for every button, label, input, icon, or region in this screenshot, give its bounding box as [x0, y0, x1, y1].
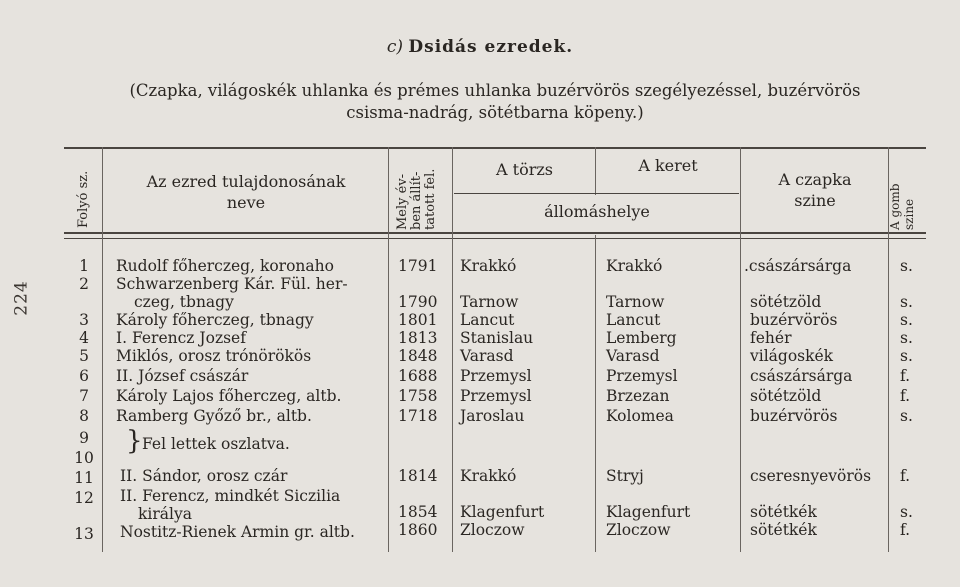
row-torzs: Przemysl [460, 367, 532, 385]
row-gomb: s. [900, 407, 913, 425]
header-czapka [742, 169, 888, 211]
row-torzs: Tarnow [460, 293, 519, 311]
header-gomb-line: A gomb [888, 183, 902, 230]
merged-brace: } [126, 426, 143, 456]
table-top-rule [64, 147, 926, 149]
row-keret: Klagenfurt [606, 503, 691, 521]
header-gomb-line: szine [902, 198, 916, 230]
header-bottom-rule-thin [64, 238, 926, 239]
row-name: II. Ferencz, mindkét Siczilia [120, 487, 341, 505]
column-divider [595, 235, 596, 552]
header-bottom-rule [64, 232, 926, 234]
column-divider [740, 147, 741, 552]
row-czapka: cseresnyevörös [750, 467, 872, 485]
row-year: 1813 [398, 329, 438, 347]
row-no: 1 [79, 257, 89, 275]
merged-note: Fel lettek oszlatva. [142, 435, 290, 453]
row-czapka: sötétkék [750, 503, 817, 521]
header-owner [104, 171, 388, 213]
row-torzs: Przemysl [460, 387, 532, 405]
row-name: Miklós, orosz trónörökös [116, 347, 312, 365]
row-torzs: Varasd [460, 347, 514, 365]
header-allomashelye: állomáshelye [544, 202, 650, 221]
row-czapka: .császársárga [744, 257, 852, 275]
row-torzs: Klagenfurt [460, 503, 545, 521]
row-name: II. József császár [116, 367, 249, 385]
row-torzs: Krakkó [460, 467, 517, 485]
section-label: c) [386, 37, 403, 57]
row-gomb: s. [900, 257, 913, 275]
row-year: 1718 [398, 407, 438, 425]
row-no: 6 [79, 367, 89, 385]
uniform-description-line: (Czapka, világoskék uhlanka és prémes uhlanka buzérvörös szegélyezéssel, buzérvörös [129, 81, 861, 100]
row-gomb: s. [900, 347, 913, 365]
row-keret: Stryj [606, 467, 644, 485]
row-name: I. Ferencz Jozsef [116, 329, 246, 347]
column-divider [452, 147, 453, 552]
header-year-line: Mely év- [395, 173, 410, 230]
row-name: Károly főherczeg, tbnagy [116, 311, 314, 329]
header-owner-line: Az ezred tulajdonosának [146, 172, 346, 191]
row-no: 5 [79, 347, 89, 365]
row-czapka: fehér [750, 329, 792, 347]
uniform-description [60, 80, 930, 124]
row-torzs: Stanislau [460, 329, 534, 347]
column-divider [388, 147, 389, 552]
row-czapka: császársárga [750, 367, 853, 385]
row-name: királya [138, 505, 192, 523]
row-no: 7 [79, 387, 89, 405]
header-no: Folyó sz. [76, 170, 91, 228]
row-name: Rudolf főherczeg, koronaho [116, 257, 334, 275]
row-year: 1801 [398, 311, 438, 329]
row-czapka: sötétzöld [750, 387, 822, 405]
row-keret: Tarnow [606, 293, 665, 311]
row-keret: Varasd [606, 347, 660, 365]
row-czapka: buzérvörös [750, 407, 838, 425]
row-name: Schwarzenberg Kár. Fül. her- [116, 275, 348, 293]
row-keret: Krakkó [606, 257, 663, 275]
row-gomb: s. [900, 503, 913, 521]
header-mid-rule [454, 193, 739, 194]
header-keret: A keret [638, 156, 698, 175]
row-keret: Brzezan [606, 387, 670, 405]
header-torzs: A törzs [496, 160, 553, 179]
row-no: 10 [74, 449, 94, 467]
row-gomb: s. [900, 293, 913, 311]
row-torzs: Krakkó [460, 257, 517, 275]
row-no: 9 [79, 429, 89, 447]
row-no: 4 [79, 329, 89, 347]
row-name: Nostitz-Rienek Armin gr. altb. [120, 523, 355, 541]
row-torzs: Lancut [460, 311, 515, 329]
row-year: 1790 [398, 293, 438, 311]
row-czapka: buzérvörös [750, 311, 838, 329]
row-no: 13 [74, 525, 94, 543]
row-gomb: f. [900, 467, 911, 485]
header-czapka-line: A czapka [778, 170, 852, 189]
row-year: 1758 [398, 387, 438, 405]
row-keret: Zloczow [606, 521, 671, 539]
row-czapka: sötétzöld [750, 293, 822, 311]
row-year: 1860 [398, 521, 438, 539]
row-name: czeg, tbnagy [134, 293, 234, 311]
row-year: 1848 [398, 347, 438, 365]
regiment-table [64, 147, 926, 557]
row-year: 1791 [398, 257, 438, 275]
header-year-line: tatott fel. [423, 168, 438, 230]
row-keret: Lancut [606, 311, 661, 329]
header-year-line: ben állít- [409, 171, 424, 230]
uniform-description-line: csisma-nadrág, sötétbarna köpeny.) [346, 103, 644, 122]
header-owner-line: neve [226, 193, 266, 212]
row-keret: Kolomea [606, 407, 674, 425]
row-year: 1688 [398, 367, 438, 385]
row-name: Ramberg Győző br., altb. [116, 407, 312, 425]
header-czapka-line: szine [794, 191, 836, 210]
row-no: 2 [79, 275, 89, 293]
row-torzs: Jaroslau [460, 407, 525, 425]
row-year: 1814 [398, 467, 438, 485]
row-gomb: f. [900, 387, 911, 405]
row-gomb: s. [900, 329, 913, 347]
row-no: 11 [74, 469, 94, 487]
row-year: 1854 [398, 503, 438, 521]
row-no: 3 [79, 311, 89, 329]
row-no: 12 [74, 489, 94, 507]
row-no: 8 [79, 407, 89, 425]
row-gomb: f. [900, 521, 911, 539]
section-title [0, 37, 960, 57]
page-number: 224 [11, 280, 32, 316]
row-keret: Lemberg [606, 329, 677, 347]
row-name: Károly Lajos főherczeg, altb. [116, 387, 342, 405]
row-gomb: f. [900, 367, 911, 385]
row-gomb: s. [900, 311, 913, 329]
row-torzs: Zloczow [460, 521, 525, 539]
row-czapka: sötétkék [750, 521, 817, 539]
section-name: Dsidás ezredek. [408, 37, 574, 57]
row-czapka: világoskék [750, 347, 834, 365]
row-name: II. Sándor, orosz czár [120, 467, 288, 485]
row-keret: Przemysl [606, 367, 678, 385]
